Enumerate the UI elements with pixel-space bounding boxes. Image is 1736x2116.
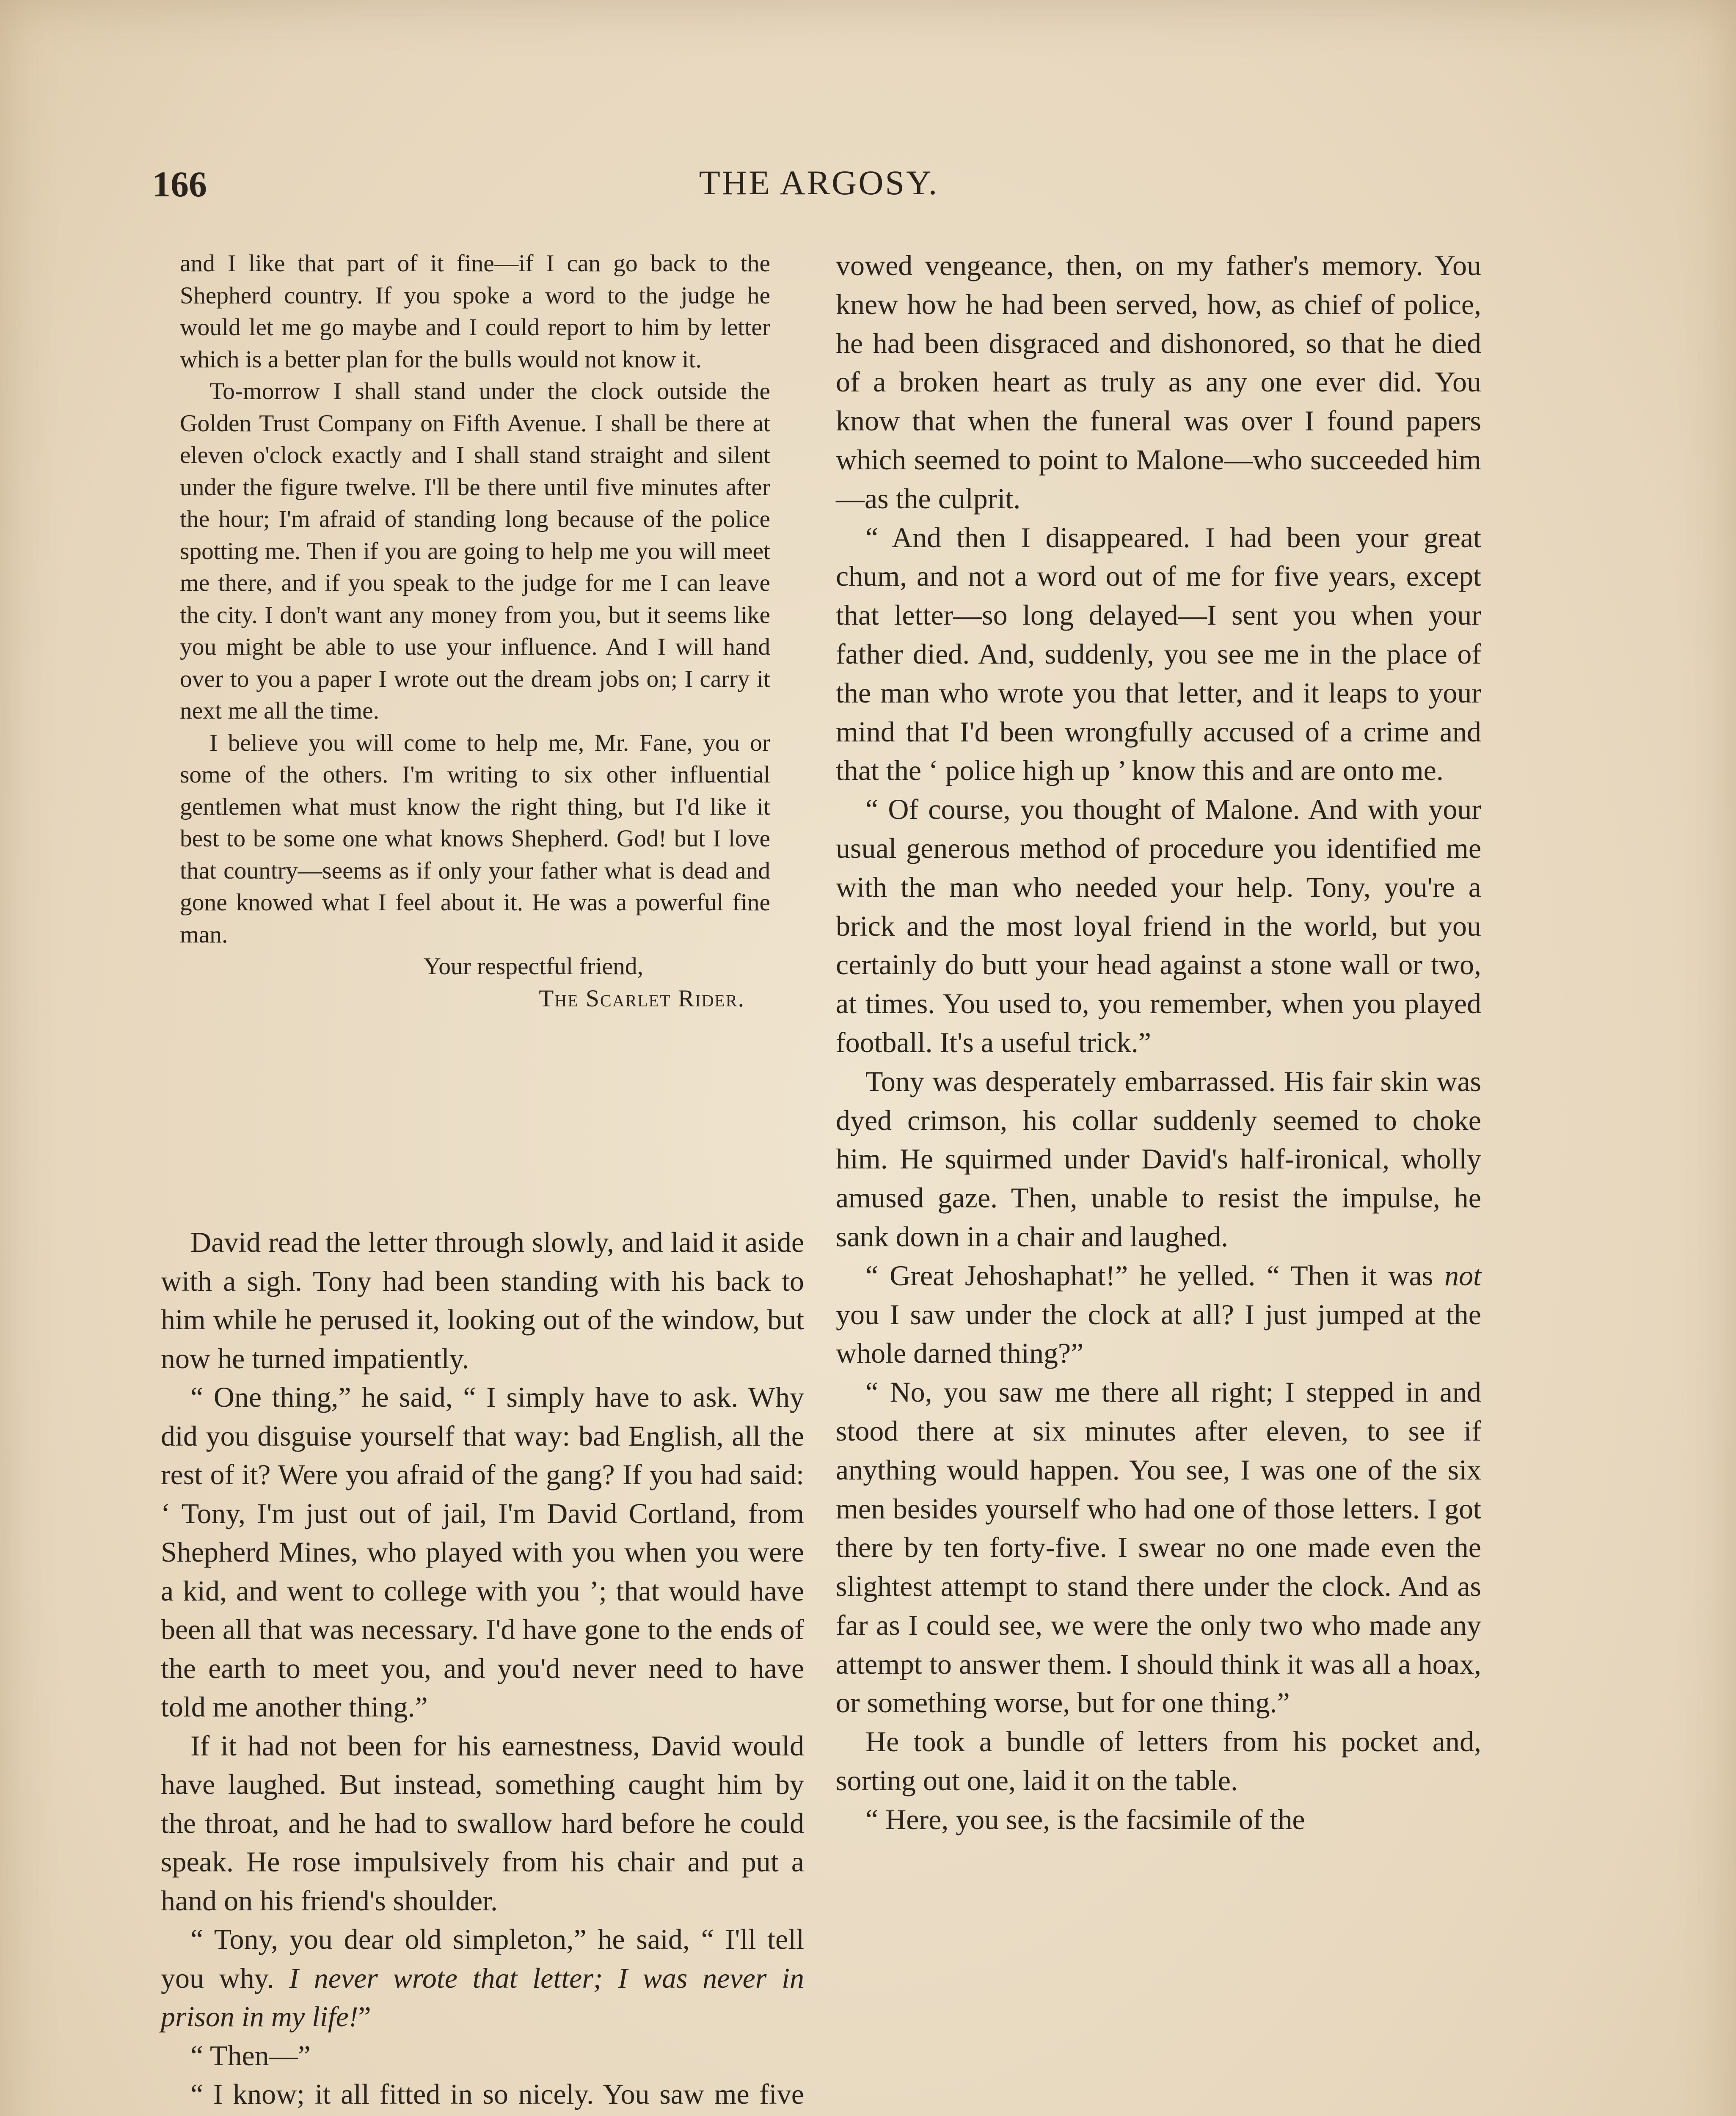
paragraph: “ Of course, you thought of Malone. And with your usual generous method of procedure you identified me with the man who needed your help. Tony, you're a brick and the most loyal friend in the world, but you certainly do butt your head against a stone wall or two, at times. You used to, you remember, when you played football. It's a useful trick.” xyxy=(836,793,1481,1058)
letter-text-block xyxy=(180,248,770,1014)
page-number: 166 xyxy=(152,164,207,204)
text-run: “ Great Jehoshaphat!” he yelled. “ Then it was xyxy=(865,1259,1445,1292)
text-run: “ Tony, you dear old simpleton,” he said, “ I'll tell you why. xyxy=(161,1923,804,1994)
letter-signature: The Scarlet Rider. xyxy=(539,985,745,1012)
paragraph xyxy=(161,1920,804,2036)
text-run: ” xyxy=(358,2000,371,2033)
paragraph: “ I know; it all fitted in so nicely. You saw me five xyxy=(190,2078,804,2110)
paragraph: vowed vengeance, then, on my father's memory. You knew how he had been served, how, as chief of police, he had been disgraced and dishonored, so that he died of a broken heart as truly as any one ever did. You know that when the funeral was over I found papers which seemed to point to Malone—who succeeded him—as the culprit. xyxy=(836,249,1481,515)
paragraph: “ No, you saw me there all right; I stepped in and stood there at six minutes after eleven, to see if anything would happen. You see, I was one of the six men besides yourself who had one of those letters. I got there by ten forty-five. I swear no one made even the slightest attempt to stand there under the clock. And as far as I could see, we were the only two who made any attempt to answer them. I should think it was all a hoax, or something worse, but for one thing.” xyxy=(836,1376,1481,1719)
running-head xyxy=(152,163,1485,218)
paragraph xyxy=(836,1256,1481,1373)
right-column-text xyxy=(836,246,1481,1839)
paragraph: He took a bundle of letters from his pocket and, sorting out one, laid it on the table. xyxy=(836,1725,1481,1797)
italic-text-run: I never wrote that letter; I was never in prison in my life! xyxy=(161,1962,804,2033)
paragraph: “ Here, you see, is the facsimile of the xyxy=(865,1803,1305,1835)
paragraph: “ One thing,” he said, “ I simply have to ask. Why did you disguise yourself that way: bad English, all the rest of it? Were you afraid of the gang? If you had said: ‘ Tony, I'm just out of jail, I'm David Cortland, from Shepherd Mines, who played with you when you were a kid, and went to college with you ’; that would have been all that was necessary. I'd have gone to the ends of the earth to meet you, and you'd never need to have told me another thing.” xyxy=(161,1381,804,1723)
letter-paragraph: To-morrow I shall stand under the clock outside the Golden Trust Company on Fifth Avenue. I shall be there at eleven o'clock exactly and I shall stand straight and silent under the figure twelve. I'll be there until five minutes after the hour; I'm afraid of standing long because of the police spotting me. Then if you are going to help me you will meet me there, and if you speak to the judge for me I can leave the city. I don't want any money from you, but it seems like you might be able to use your influence. And I will hand over to you a paper I wrote out the dream jobs on; I carry it next me all the time. xyxy=(180,378,770,724)
letter-paragraph: I believe you will come to help me, Mr. Fane, you or some of the others. I'm writing to six other influential gentlemen what must know the right thing, but I'd like it best to be some one what knows Shepherd. God! but I love that country—seems as if only your father what is dead and gone knowed what I feel about it. He was a powerful fine man. xyxy=(180,729,770,948)
letter-paragraph: and I like that part of it fine—if I can go back to the Shepherd country. If you spoke a word to the judge he would let me go maybe and I could report to him by letter which is a better plan for the bulls would not know it. xyxy=(180,250,770,373)
paragraph: David read the letter through slowly, and laid it aside with a sigh. Tony had been standing with his back to him while he perused it, looking out of the window, but now he turned impatiently. xyxy=(161,1226,804,1375)
paragraph: Tony was desperately embarrassed. His fair skin was dyed crimson, his collar suddenly seemed to choke him. He squirmed under David's half-ironical, wholly amused gaze. Then, unable to resist the impulse, he sank down in a chair and laughed. xyxy=(836,1065,1481,1253)
text-run: you I saw under the clock at all? I just jumped at the whole darned thing?” xyxy=(836,1298,1481,1369)
paragraph: “ And then I disappeared. I had been your great chum, and not a word out of me for five years, except that letter—so long delayed—I sent you when your father died. And, suddenly, you see me in the place of the man who wrote you that letter, and it leaps to your mind that I'd been wrongfully accused of a crime and that the ‘ police high up ’ know this and are onto me. xyxy=(836,521,1481,787)
left-column-text xyxy=(161,1223,804,2116)
letter-valediction: Your respectful friend, xyxy=(423,953,643,980)
italic-text-run: not xyxy=(1444,1259,1481,1292)
journal-title: THE ARGOSY. xyxy=(699,163,939,202)
paragraph: If it had not been for his earnestness, David would have laughed. But instead, something caught him by the throat, and he had to swallow hard before he could speak. He rose impulsively from his chair and put a hand on his friend's shoulder. xyxy=(161,1729,804,1917)
paragraph: “ Then—” xyxy=(190,2039,311,2072)
letter-closing xyxy=(180,951,770,1014)
